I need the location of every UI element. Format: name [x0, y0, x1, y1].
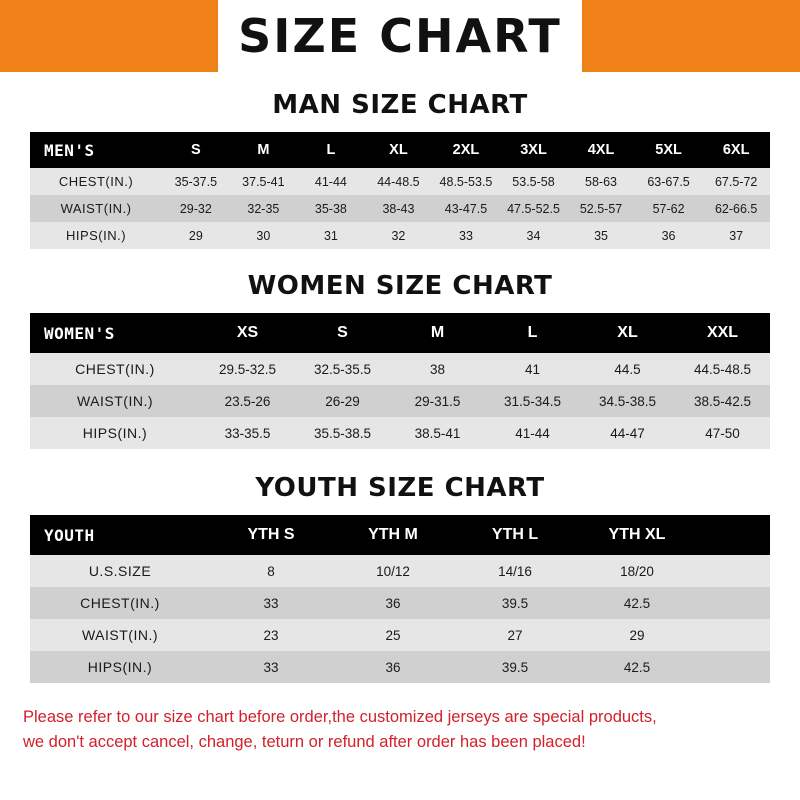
youth-chest-l: 39.5 — [454, 587, 576, 619]
table-row — [30, 417, 770, 449]
men-size-5xl: 5XL — [635, 132, 703, 168]
youth-size-xl: YTH XL — [576, 515, 698, 555]
men-size-6xl: 6XL — [702, 132, 770, 168]
men-row-label-waist: WAIST(IN.) — [30, 195, 162, 222]
men-waist-m: 32-35 — [230, 195, 298, 222]
youth-row-label-chest: CHEST(IN.) — [30, 587, 210, 619]
men-chest-6xl: 67.5-72 — [702, 168, 770, 195]
women-waist-s: 26-29 — [295, 385, 390, 417]
youth-spacer-cell — [698, 587, 770, 619]
men-row-label-hips: HIPS(IN.) — [30, 222, 162, 249]
men-waist-5xl: 57-62 — [635, 195, 703, 222]
men-size-l: L — [297, 132, 365, 168]
women-size-table — [30, 313, 770, 449]
table-header-row — [30, 515, 770, 555]
women-chest-xs: 29.5-32.5 — [200, 353, 295, 385]
men-header-label: MEN'S — [30, 132, 162, 168]
youth-size-table — [30, 515, 770, 683]
youth-spacer-cell — [698, 651, 770, 683]
women-header-label: WOMEN'S — [30, 313, 200, 353]
youth-waist-m: 25 — [332, 619, 454, 651]
men-hips-4xl: 35 — [567, 222, 635, 249]
youth-ussize-s: 8 — [210, 555, 332, 587]
women-row-label-hips: HIPS(IN.) — [30, 417, 200, 449]
men-size-m: M — [230, 132, 298, 168]
women-waist-m: 29-31.5 — [390, 385, 485, 417]
men-size-4xl: 4XL — [567, 132, 635, 168]
youth-waist-xl: 29 — [576, 619, 698, 651]
women-waist-xs: 23.5-26 — [200, 385, 295, 417]
women-row-label-chest: CHEST(IN.) — [30, 353, 200, 385]
youth-waist-s: 23 — [210, 619, 332, 651]
table-row — [30, 555, 770, 587]
youth-chest-xl: 42.5 — [576, 587, 698, 619]
men-size-s: S — [162, 132, 230, 168]
youth-size-m: YTH M — [332, 515, 454, 555]
youth-row-label-hips: HIPS(IN.) — [30, 651, 210, 683]
women-hips-xs: 33-35.5 — [200, 417, 295, 449]
youth-chest-s: 33 — [210, 587, 332, 619]
men-waist-s: 29-32 — [162, 195, 230, 222]
men-hips-3xl: 34 — [500, 222, 568, 249]
men-waist-6xl: 62-66.5 — [702, 195, 770, 222]
women-section-title: WOMEN SIZE CHART — [247, 271, 553, 301]
man-section-title: MAN SIZE CHART — [272, 90, 528, 120]
men-hips-2xl: 33 — [432, 222, 500, 249]
men-hips-5xl: 36 — [635, 222, 703, 249]
youth-row-label-ussize: U.S.SIZE — [30, 555, 210, 587]
women-size-xl: XL — [580, 313, 675, 353]
disclaimer-line-1: Please refer to our size chart before order,the customized jerseys are special products, — [23, 708, 657, 726]
table-row — [30, 353, 770, 385]
table-row — [30, 651, 770, 683]
table-header-row — [30, 132, 770, 168]
youth-hips-m: 36 — [332, 651, 454, 683]
women-row-label-waist: WAIST(IN.) — [30, 385, 200, 417]
men-size-2xl: 2XL — [432, 132, 500, 168]
women-chest-xl: 44.5 — [580, 353, 675, 385]
man-size-table — [30, 132, 770, 249]
youth-spacer-cell — [698, 619, 770, 651]
table-row — [30, 587, 770, 619]
women-size-xs: XS — [200, 313, 295, 353]
disclaimer-line-2: we don't accept cancel, change, teturn or refund after order has been placed! — [23, 732, 586, 751]
youth-ussize-l: 14/16 — [454, 555, 576, 587]
men-chest-s: 35-37.5 — [162, 168, 230, 195]
youth-spacer-cell — [698, 555, 770, 587]
women-size-m: M — [390, 313, 485, 353]
women-waist-xl: 34.5-38.5 — [580, 385, 675, 417]
youth-waist-l: 27 — [454, 619, 576, 651]
table-row — [30, 222, 770, 249]
men-waist-l: 35-38 — [297, 195, 365, 222]
men-hips-l: 31 — [297, 222, 365, 249]
youth-chest-m: 36 — [332, 587, 454, 619]
men-chest-5xl: 63-67.5 — [635, 168, 703, 195]
men-size-xl: XL — [365, 132, 433, 168]
women-chest-s: 32.5-35.5 — [295, 353, 390, 385]
youth-spacer-header — [698, 515, 770, 555]
men-row-label-chest: CHEST(IN.) — [30, 168, 162, 195]
youth-hips-l: 39.5 — [454, 651, 576, 683]
men-waist-4xl: 52.5-57 — [567, 195, 635, 222]
disclaimer-note — [23, 705, 777, 755]
youth-ussize-xl: 18/20 — [576, 555, 698, 587]
men-chest-m: 37.5-41 — [230, 168, 298, 195]
men-chest-3xl: 53.5-58 — [500, 168, 568, 195]
men-chest-4xl: 58-63 — [567, 168, 635, 195]
men-hips-xl: 32 — [365, 222, 433, 249]
women-waist-xxl: 38.5-42.5 — [675, 385, 770, 417]
women-chest-l: 41 — [485, 353, 580, 385]
women-hips-m: 38.5-41 — [390, 417, 485, 449]
table-row — [30, 168, 770, 195]
men-waist-2xl: 43-47.5 — [432, 195, 500, 222]
youth-size-l: YTH L — [454, 515, 576, 555]
table-header-row — [30, 313, 770, 353]
youth-section-title: YOUTH SIZE CHART — [255, 473, 545, 503]
men-size-3xl: 3XL — [500, 132, 568, 168]
banner-right-block — [582, 0, 800, 72]
women-size-s: S — [295, 313, 390, 353]
men-waist-xl: 38-43 — [365, 195, 433, 222]
table-row — [30, 619, 770, 651]
men-chest-l: 41-44 — [297, 168, 365, 195]
men-chest-xl: 44-48.5 — [365, 168, 433, 195]
table-row — [30, 195, 770, 222]
banner-left-block — [0, 0, 218, 72]
youth-row-label-waist: WAIST(IN.) — [30, 619, 210, 651]
table-row — [30, 385, 770, 417]
youth-hips-s: 33 — [210, 651, 332, 683]
page-title: SIZE CHART — [238, 9, 562, 63]
youth-header-label: YOUTH — [30, 515, 210, 555]
women-hips-s: 35.5-38.5 — [295, 417, 390, 449]
women-chest-xxl: 44.5-48.5 — [675, 353, 770, 385]
women-size-l: L — [485, 313, 580, 353]
header-banner — [0, 0, 800, 72]
youth-ussize-m: 10/12 — [332, 555, 454, 587]
men-hips-6xl: 37 — [702, 222, 770, 249]
women-hips-l: 41-44 — [485, 417, 580, 449]
women-hips-xl: 44-47 — [580, 417, 675, 449]
women-size-xxl: XXL — [675, 313, 770, 353]
women-waist-l: 31.5-34.5 — [485, 385, 580, 417]
men-chest-2xl: 48.5-53.5 — [432, 168, 500, 195]
women-chest-m: 38 — [390, 353, 485, 385]
men-hips-m: 30 — [230, 222, 298, 249]
women-hips-xxl: 47-50 — [675, 417, 770, 449]
youth-size-s: YTH S — [210, 515, 332, 555]
youth-hips-xl: 42.5 — [576, 651, 698, 683]
men-hips-s: 29 — [162, 222, 230, 249]
men-waist-3xl: 47.5-52.5 — [500, 195, 568, 222]
